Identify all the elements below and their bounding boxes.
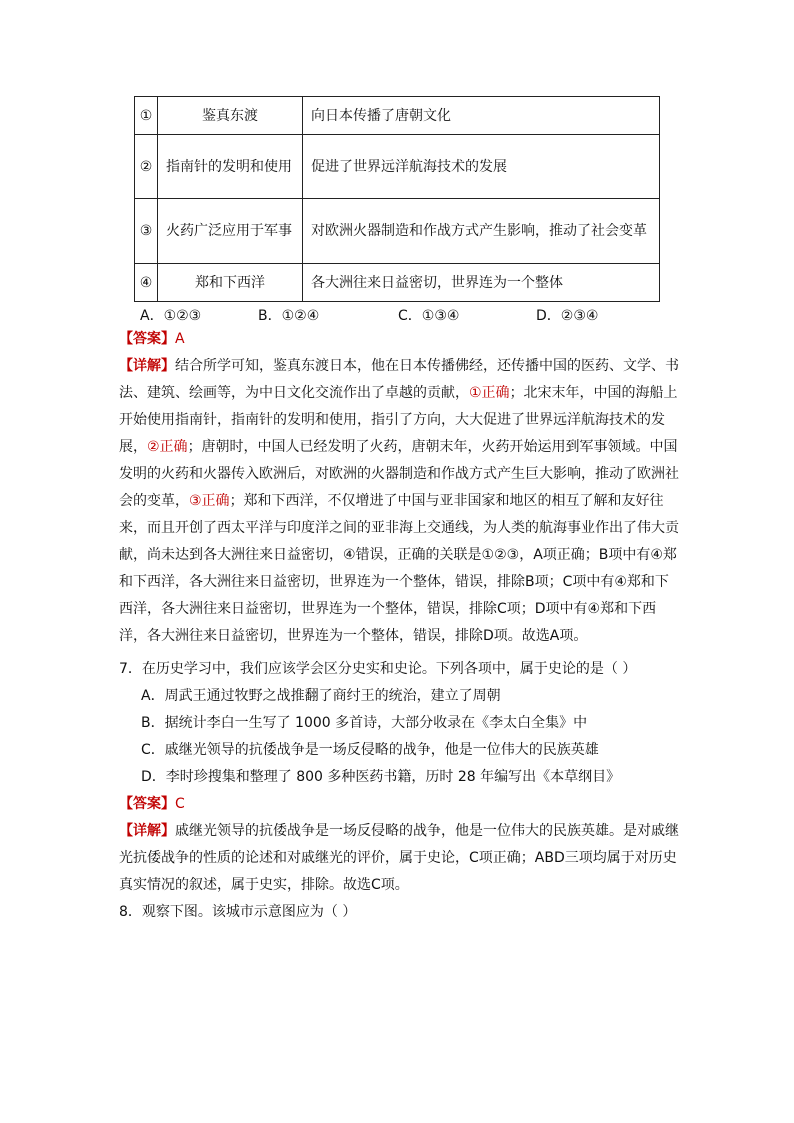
table-row	[135, 199, 660, 264]
q6-option-d: D．②③④	[536, 308, 599, 324]
detail-seg-1: 结合所学可知，鉴真东渡日本，他在日本传播佛经，还传播中国的医药、文学、书法、建筑、绘画等，为中日文化交流作出了卓越的贡献，	[119, 358, 679, 401]
q7-option-b: B．据统计李白一生写了 1000 多首诗，大部分收录在《李太白全集》中	[141, 715, 588, 731]
q6-option-b: B．①②④	[258, 308, 320, 324]
q6-option-c: C．①③④	[398, 308, 460, 324]
effect-cell: 向日本传播了唐朝文化	[303, 97, 660, 135]
answer-value: C	[175, 796, 185, 812]
detail-tag: 【详解】	[119, 823, 175, 839]
row-number: ①	[135, 97, 158, 135]
row-number: ④	[135, 264, 158, 302]
effect-cell: 促进了世界远洋航海技术的发展	[303, 135, 660, 199]
event-cell: 火药广泛应用于军事	[158, 199, 303, 264]
detail-text: 戚继光领导的抗倭战争是一场反侵略的战争，他是一位伟大的民族英雄。是对戚继光抗倭战争的性质的论述和对戚继光的评价，属于史论，C项正确；ABD三项均属于对历史真实情况的叙述，属于史实，排除。故选C项。	[119, 823, 679, 893]
answer-tag: 【答案】	[119, 796, 175, 812]
events-table	[134, 96, 660, 302]
detail-seg-2: ①正确	[469, 385, 510, 401]
detail-tag: 【详解】	[119, 358, 175, 374]
q7-option-c: C．戚继光领导的抗倭战争是一场反侵略的战争，他是一位伟大的民族英雄	[141, 742, 599, 758]
q7-detail	[119, 818, 679, 899]
q7-option-a: A．周武王通过牧野之战推翻了商纣王的统治，建立了周朝	[141, 688, 501, 704]
q7-option-d: D．李时珍搜集和整理了 800 多种医药书籍，历时 28 年编写出《本草纲目》	[141, 769, 621, 785]
detail-seg-4: ②正确	[147, 439, 188, 455]
q8-question: 8．观察下图。该城市示意图应为（ ）	[119, 904, 357, 920]
effect-cell: 对欧洲火器制造和作战方式产生影响，推动了社会变革	[303, 199, 660, 264]
table-row	[135, 97, 660, 135]
table-row	[135, 135, 660, 199]
q6-detail	[119, 353, 679, 650]
effect-cell: 各大洲往来日益密切，世界连为一个整体	[303, 264, 660, 302]
detail-seg-7: ；郑和下西洋，不仅增进了中国与亚非国家和地区的相互了解和友好往来，而且开创了西太平洋与印度洋之间的亚非海上交通线，为人类的航海事业作出了伟大贡献，尚未达到各大洲往来日益密切，④错误，正确的关联是①②③，A项正确；B项中有④郑和下西洋，各大洲往来日益密切，世界连为一个整体，错误，排除B项；C项中有④郑和下西洋，各大洲往来日益密切，世界连为一个整体，错误，排除C项；D项中有④郑和下西洋，各大洲往来日益密切，世界连为一个整体，错误，排除D项。故选A项。	[119, 493, 679, 644]
detail-seg-3: ；北宋末年，中国的海船上开始使用指南针，指南针的发明和使用，指引了方向，大大促进了世界远洋航海技术的发展，	[119, 385, 678, 455]
q6-option-a: A．①②③	[140, 308, 202, 324]
detail-seg-6: ③正确	[189, 493, 230, 509]
event-cell: 指南针的发明和使用	[158, 135, 303, 199]
q6-answer	[119, 326, 679, 353]
event-cell: 郑和下西洋	[158, 264, 303, 302]
detail-seg-5: ；唐朝时，中国人已经发明了火药，唐朝末年，火药开始运用到军事领域。中国发明的火药和火器传入欧洲后，对欧洲的火器制造和作战方式产生巨大影响，推动了欧洲社会的变革，	[119, 439, 679, 509]
row-number: ②	[135, 135, 158, 199]
q6-options	[140, 305, 660, 325]
row-number: ③	[135, 199, 158, 264]
answer-value: A	[175, 331, 185, 347]
q7-answer	[119, 791, 679, 818]
q7-question: 7．在历史学习中，我们应该学会区分史实和史论。下列各项中，属于史论的是（ ）	[119, 661, 637, 677]
table-row	[135, 264, 660, 302]
answer-tag: 【答案】	[119, 331, 175, 347]
event-cell: 鉴真东渡	[158, 97, 303, 135]
